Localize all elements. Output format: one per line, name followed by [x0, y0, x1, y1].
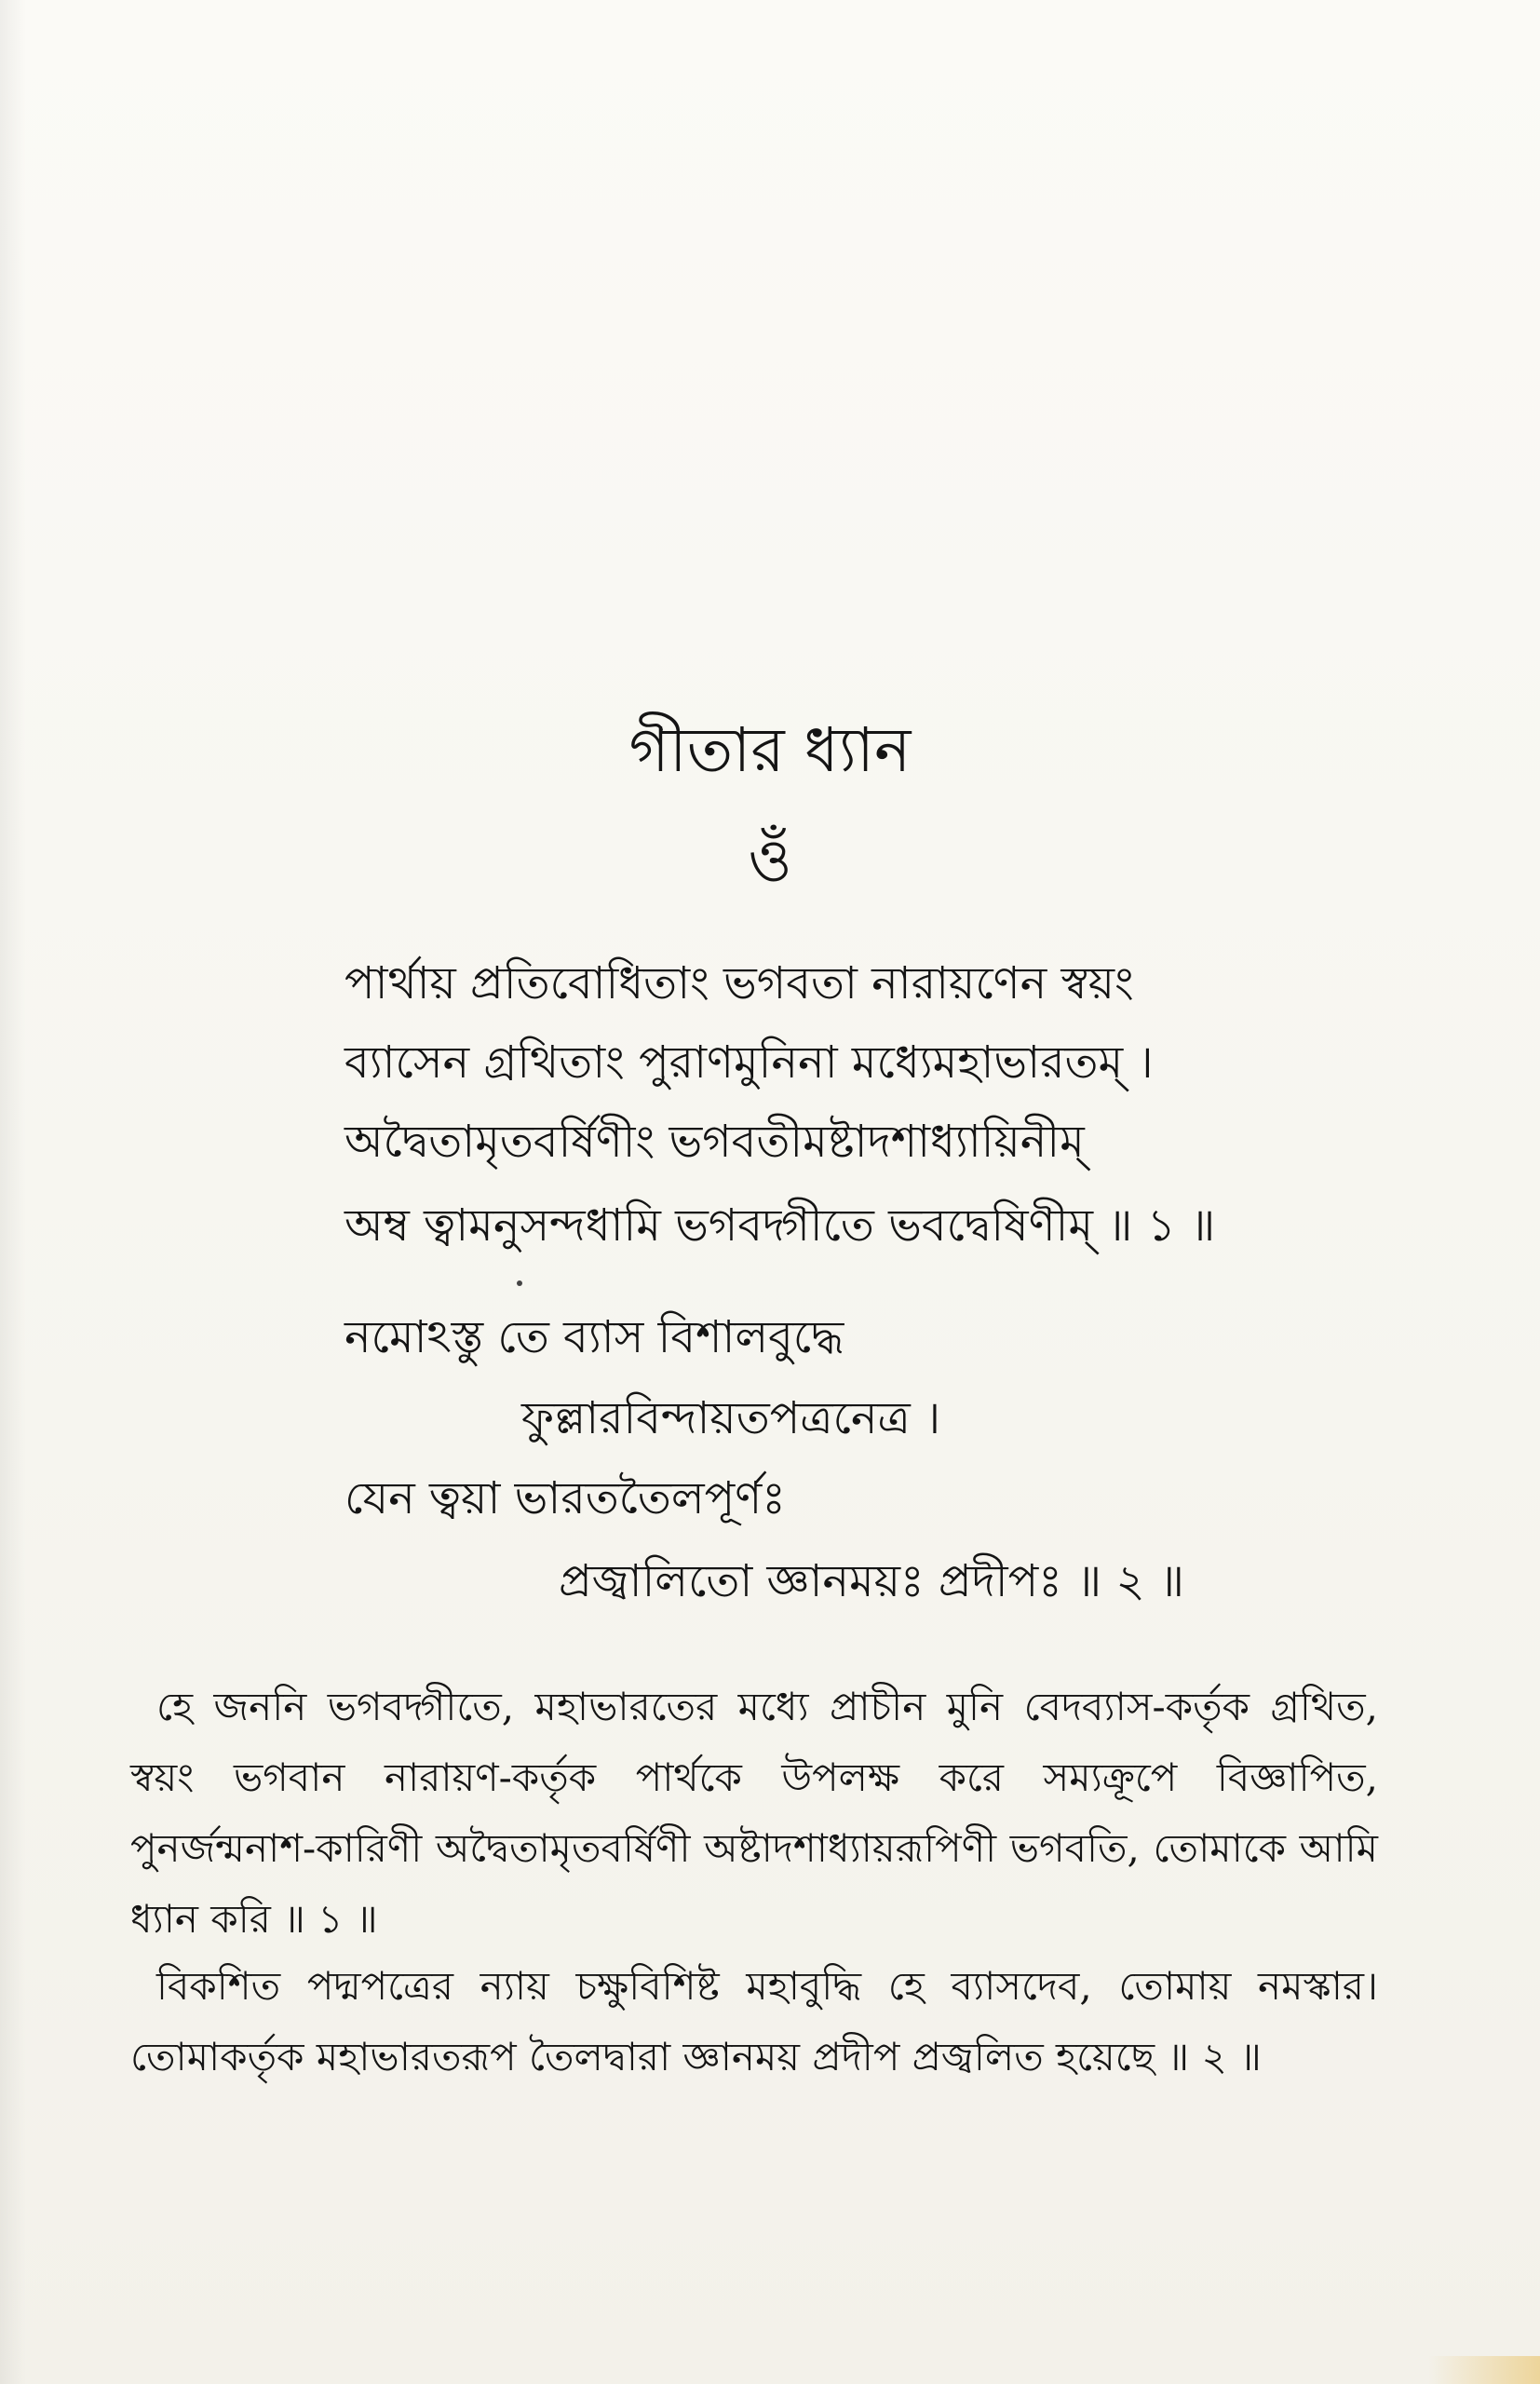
verse2-line-1: নমোঽস্তু তে ব্যাস বিশালবুদ্ধে: [344, 1311, 844, 1363]
page-title: গীতার ধ্যান: [628, 714, 912, 786]
translation-paragraph-2: [130, 1951, 1378, 2093]
translation-paragraph-1: [130, 1672, 1378, 1955]
page-edge-stain: [1428, 2356, 1540, 2384]
verse1-line-2: ব্যাসেন গ্রথিতাং পুরাণমুনিনা মধ্যেমহাভারতম্ ।: [344, 1036, 1154, 1089]
verse2-line-3: যেন ত্বয়া ভারততৈলপূর্ণঃ: [344, 1472, 786, 1524]
verse1-line-4: অম্ব ত্বামনুসন্দধামি ভগবদ্গীতে ভবদ্বেষিণীম্ ॥ ১ ॥: [344, 1199, 1216, 1252]
translation-text-1: হে জননি ভগবদ্গীতে, মহাভারতের মধ্যে প্রাচীন মুনি বেদব্যাস-কর্তৃক গ্রথিত, স্বয়ং ভগবান নারায়ণ-কর্তৃক পার্থকে উপলক্ষ করে সম্যক্রূপে বিজ্ঞাপিত, পুনর্জন্মনাশ-কারিণী অদ্বৈতামৃতবর্ষিণী অষ্টাদশাধ্যায়রূপিণী ভগবতি, তোমাকে আমি ধ্যান করি ॥ ১ ॥: [130, 1684, 1378, 1942]
verse1-line-3: অদ্বৈতামৃতবর্ষিণীং ভগবতীমষ্টাদশাধ্যায়িনীম্: [344, 1116, 1085, 1168]
om-symbol: ওঁ: [748, 827, 792, 896]
verse1-line-1: পার্থায় প্রতিবোধিতাং ভগবতা নারায়ণেন স্বয়ং: [344, 957, 1134, 1009]
verse2-line-4: প্রজ্বালিতো জ্ঞানময়ঃ প্রদীপঃ ॥ ২ ॥: [559, 1555, 1185, 1607]
verse2-line-2: ফুল্লারবিন্দায়তপত্রনেত্র ।: [521, 1392, 941, 1444]
print-speck: [517, 1280, 522, 1286]
page-gutter-shadow: [0, 0, 26, 2384]
translation-text-2: বিকশিত পদ্মপত্রের ন্যায় চক্ষুবিশিষ্ট মহাবুদ্ধি হে ব্যাসদেব, তোমায় নমস্কার। তোমাকর্তৃক মহাভারতরূপ তৈলদ্বারা জ্ঞানময় প্রদীপ প্রজ্বলিত হয়েছে ॥ ২ ॥: [130, 1963, 1378, 2079]
